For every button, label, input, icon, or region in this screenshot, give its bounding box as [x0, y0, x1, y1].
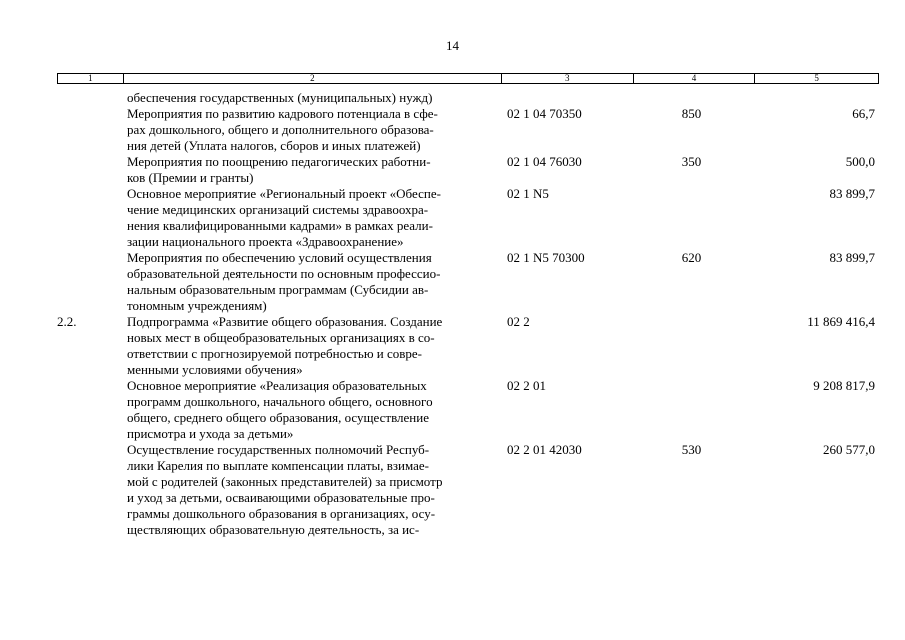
row-name-line: чение медицинских организаций системы здравоохра-: [127, 202, 429, 217]
row-name-line: новых мест в общеобразовательных организациях в со-: [127, 330, 435, 345]
row-name-line: ществляющих образовательную деятельность, за ис-: [127, 522, 420, 537]
row-code: 02 2: [507, 314, 530, 329]
table-row: [57, 106, 879, 154]
table-header: [57, 73, 879, 84]
row-sum: 66,7: [852, 106, 875, 121]
row-name: [127, 314, 494, 378]
row-code: 02 1 04 76030: [507, 154, 582, 169]
row-sum: 11 869 416,4: [807, 314, 875, 329]
row-code: 02 1 04 70350: [507, 106, 582, 121]
header-col-2: 2: [124, 74, 502, 83]
row-name-line: ответствии с прогнозируемой потребностью и совре-: [127, 346, 423, 361]
row-expense-type: 530: [681, 442, 702, 457]
row-code: 02 2 01 42030: [507, 442, 582, 457]
header-col-4: 4: [634, 74, 756, 83]
row-name-line: Осуществление государственных полномочий Респуб-: [127, 442, 430, 457]
table-row: [57, 442, 879, 538]
table-row: [57, 186, 879, 250]
row-name-line: нения квалифицированными кадрами» в рамках реали-: [127, 218, 433, 233]
row-code: 02 1 N5 70300: [507, 250, 585, 265]
header-col-5: 5: [814, 73, 819, 83]
row-name-line: мой с родителей (законных представителей) за присмотр: [127, 474, 443, 489]
row-code: 02 2 01: [507, 378, 546, 393]
row-name-line: Мероприятия по поощрению педагогических работни-: [127, 154, 431, 169]
row-name-line: зации национального проекта «Здравоохранение»: [127, 234, 404, 249]
row-name: [127, 250, 494, 314]
row-name-line: Подпрограмма «Развитие общего образования. Создание: [127, 314, 443, 329]
row-sum: 260 577,0: [823, 442, 875, 457]
row-name: [127, 90, 494, 106]
header-col-3: 3: [502, 74, 634, 83]
row-code: 02 1 N5: [507, 186, 549, 201]
row-name-line: общего, среднего общего образования, осуществление: [127, 410, 429, 425]
header-col-1: 1: [58, 74, 124, 83]
row-name-line: лики Карелия по выплате компенсации платы, взимае-: [127, 458, 430, 473]
row-name-line: и уход за детьми, осваивающими образовательные про-: [127, 490, 435, 505]
row-name-line: Мероприятия по развитию кадрового потенциала в сфе-: [127, 106, 438, 121]
row-name-line: присмотра и ухода за детьми»: [127, 426, 294, 441]
row-name: [127, 106, 494, 154]
row-name-line: ния детей (Уплата налогов, сборов и иных платежей): [127, 138, 421, 153]
table-row: [57, 90, 879, 106]
row-expense-type: 850: [681, 106, 702, 121]
table-row: [57, 314, 879, 378]
row-name-line: менными условиями обучения»: [127, 362, 303, 377]
row-name-line: ков (Премии и гранты): [127, 170, 254, 185]
row-name-line: программ дошкольного, начального общего, основного: [127, 394, 433, 409]
row-number: 2.2.: [57, 314, 77, 329]
page-number: 14: [446, 38, 459, 53]
row-name-line: Основное мероприятие «Региональный проект «Обеспе-: [127, 186, 441, 201]
row-sum: 83 899,7: [829, 250, 875, 265]
row-name: [127, 442, 494, 538]
row-expense-type: 620: [681, 250, 702, 265]
row-name-line: Основное мероприятие «Реализация образовательных: [127, 378, 427, 393]
row-name-line: образовательной деятельности по основным профессио-: [127, 266, 441, 281]
row-name-line: обеспечения государственных (муниципальных) нужд): [127, 90, 433, 105]
table-row: [57, 154, 879, 186]
row-name: [127, 378, 494, 442]
row-name: [127, 154, 494, 186]
budget-table-body: [57, 90, 879, 538]
row-sum: 500,0: [845, 154, 875, 169]
table-row: [57, 378, 879, 442]
row-name-line: Мероприятия по обеспечению условий осуществления: [127, 250, 432, 265]
row-name-line: нальным образовательным программам (Субсидии ав-: [127, 282, 429, 297]
row-name: [127, 186, 494, 250]
row-name-line: граммы дошкольного образования в организациях, осу-: [127, 506, 436, 521]
row-name-line: тономным учреждениям): [127, 298, 267, 313]
row-sum: 9 208 817,9: [813, 378, 875, 393]
row-name-line: рах дошкольного, общего и дополнительного образова-: [127, 122, 434, 137]
row-sum: 83 899,7: [829, 186, 875, 201]
table-row: [57, 250, 879, 314]
row-expense-type: 350: [681, 154, 702, 169]
